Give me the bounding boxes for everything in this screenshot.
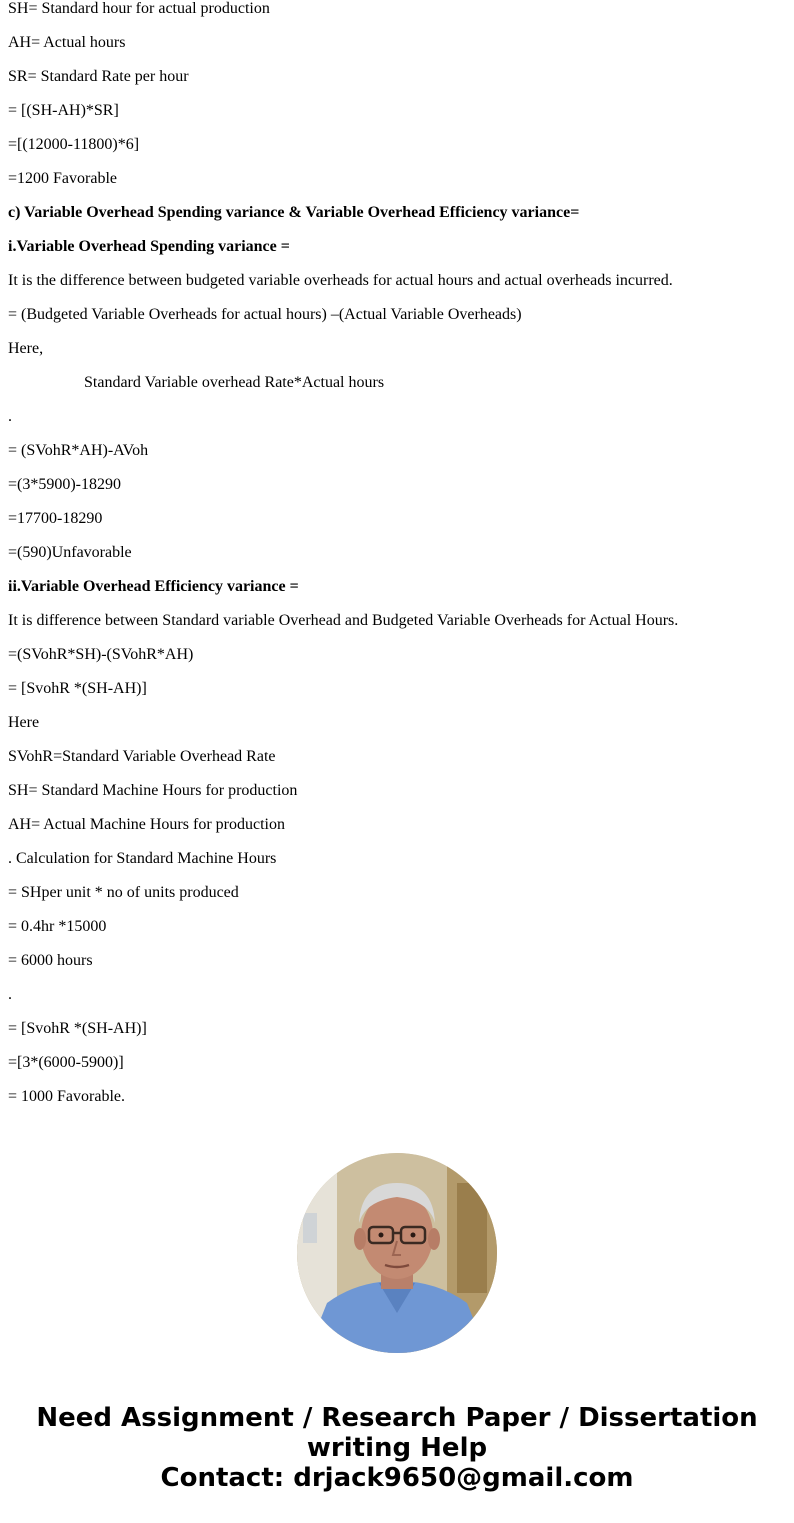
text-line: It is difference between Standard variable Overhead and Budgeted Variable Overheads for Actual Hours. bbox=[8, 612, 679, 629]
text-line: AH= Actual hours bbox=[8, 34, 126, 51]
text-line: = [(SH-AH)*SR] bbox=[8, 102, 119, 119]
promo-line-1: Need Assignment / Research Paper / Dissertation bbox=[36, 1403, 758, 1433]
section-heading: c) Variable Overhead Spending variance & Variable Overhead Efficiency variance= bbox=[8, 204, 580, 221]
text-line: SH= Standard hour for actual production bbox=[8, 0, 270, 17]
text-line: SVohR=Standard Variable Overhead Rate bbox=[8, 748, 276, 765]
text-line: AH= Actual Machine Hours for production bbox=[8, 816, 285, 833]
text-line: =(SVohR*SH)-(SVohR*AH) bbox=[8, 646, 194, 663]
text-line: SR= Standard Rate per hour bbox=[8, 68, 189, 85]
text-line: =(3*5900)-18290 bbox=[8, 476, 122, 493]
text-line: =[3*(6000-5900)] bbox=[8, 1054, 124, 1071]
text-line: Here bbox=[8, 714, 40, 731]
text-line: = 6000 hours bbox=[8, 952, 93, 969]
text-line: = 0.4hr *15000 bbox=[8, 918, 107, 935]
text-line: = (Budgeted Variable Overheads for actual hours) –(Actual Variable Overheads) bbox=[8, 306, 522, 323]
text-line: =1200 Favorable bbox=[8, 170, 117, 187]
text-line: SH= Standard Machine Hours for production bbox=[8, 782, 298, 799]
text-line: . bbox=[8, 986, 12, 1003]
promo-line-2: writing Help bbox=[306, 1433, 488, 1463]
text-line: . Calculation for Standard Machine Hours bbox=[8, 850, 277, 867]
person-portrait-icon bbox=[297, 1153, 497, 1353]
text-line: Standard Variable overhead Rate*Actual hours bbox=[84, 374, 385, 391]
section-heading: ii.Variable Overhead Efficiency variance = bbox=[8, 578, 299, 595]
text-line: = (SVohR*AH)-AVoh bbox=[8, 442, 149, 459]
text-line: = [SvohR *(SH-AH)] bbox=[8, 1020, 147, 1037]
promo-contact: Contact: drjack9650@gmail.com bbox=[160, 1463, 634, 1493]
text-line: = SHper unit * no of units produced bbox=[8, 884, 239, 901]
text-line: It is the difference between budgeted variable overheads for actual hours and actual overheads incurred. bbox=[8, 272, 673, 289]
document-body bbox=[8, 0, 788, 1122]
text-line: . bbox=[8, 408, 12, 425]
section-heading: i.Variable Overhead Spending variance = bbox=[8, 238, 290, 255]
text-line: = [SvohR *(SH-AH)] bbox=[8, 680, 147, 697]
text-line: = 1000 Favorable. bbox=[8, 1088, 125, 1105]
promo-banner bbox=[0, 1403, 794, 1493]
author-photo bbox=[297, 1153, 497, 1353]
text-line: =(590)Unfavorable bbox=[8, 544, 132, 561]
text-line: =17700-18290 bbox=[8, 510, 103, 527]
text-line: =[(12000-11800)*6] bbox=[8, 136, 140, 153]
text-line: Here, bbox=[8, 340, 44, 357]
